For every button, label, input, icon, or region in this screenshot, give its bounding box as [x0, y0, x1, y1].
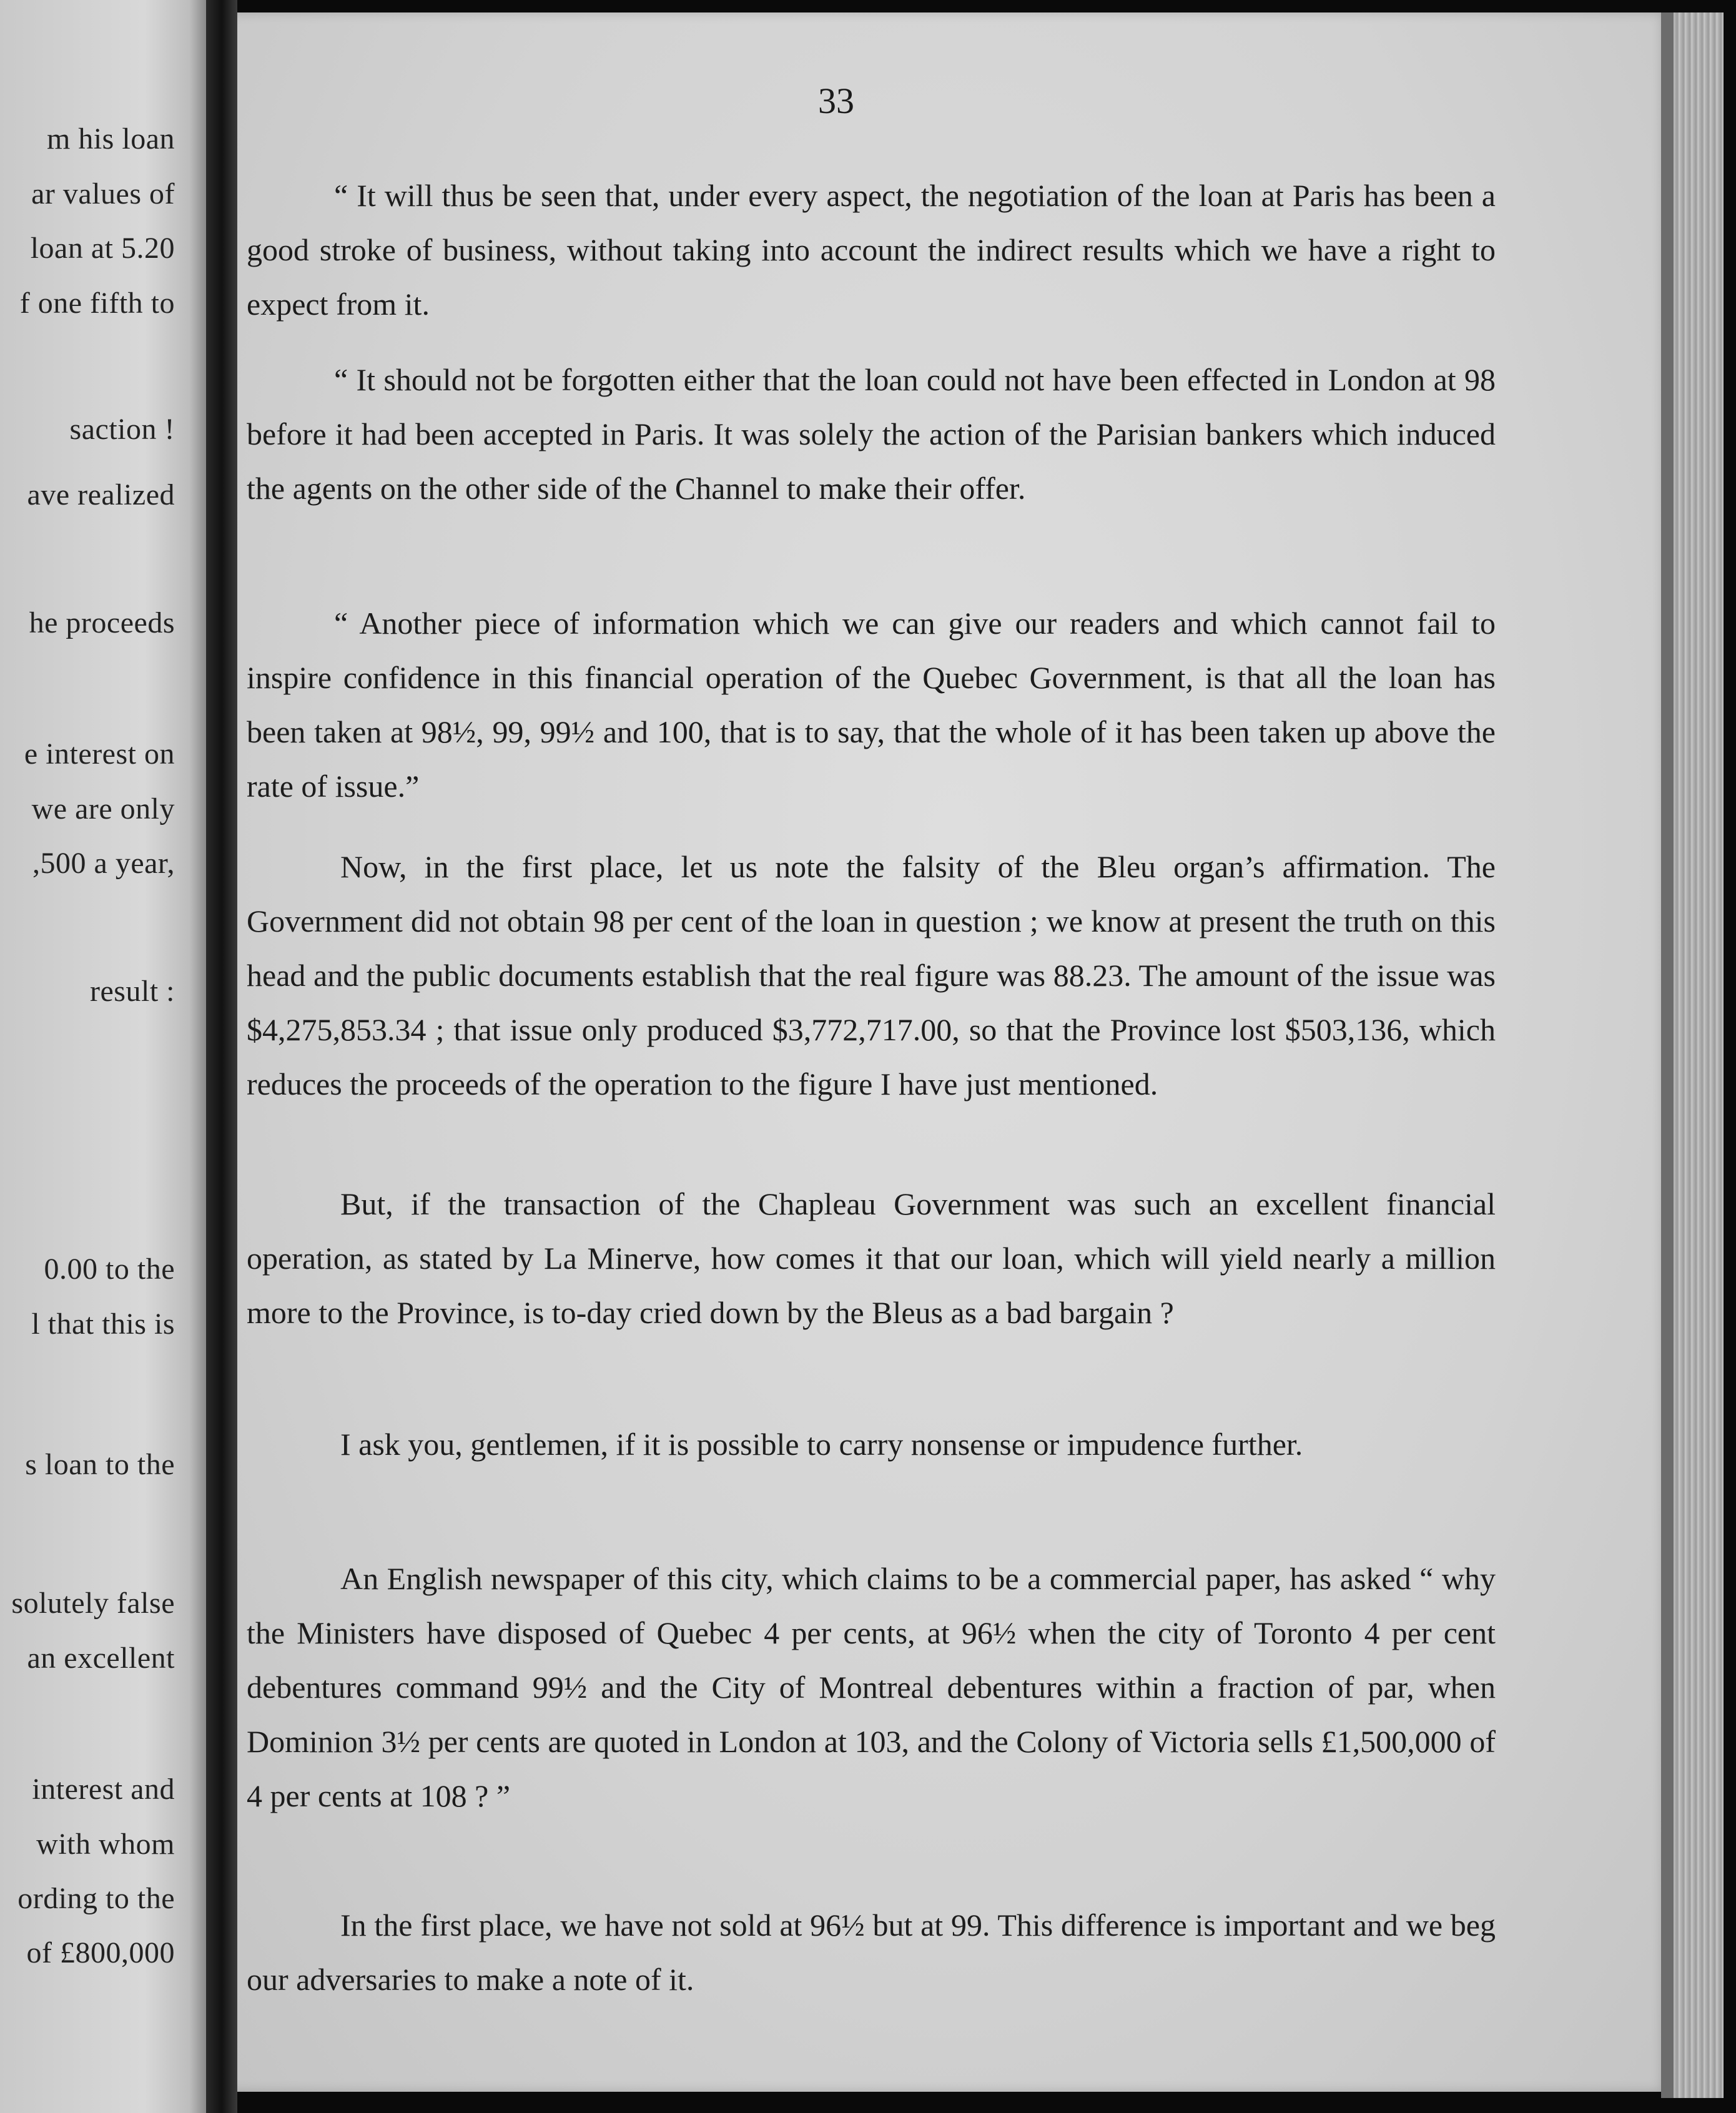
page-edge-stack — [1674, 12, 1724, 2098]
paragraph-quote-1: “ It will thus be seen that, under every aspect, the negotiation of the loan at Paris has been a good stroke of business, without taking into account the indirect results which we have a right to expect from it. — [247, 178, 1496, 322]
paragraph-first-place: In the first place, we have not sold at 96½ but at 99. This difference is important and we beg our adversaries to make a note of it. — [247, 1908, 1496, 1997]
left-page-fragment: of £800,000 — [26, 1936, 175, 1969]
left-page-fragment: loan at 5.20 — [30, 232, 175, 265]
left-page-fragment: 0.00 to the — [44, 1253, 175, 1286]
paragraph-quote-3: “ Another piece of information which we can give our readers and which cannot fail to inspire confidence in this financial operation of the Quebec Government, is that all the loan has been taken at 98½, 99, 99½ and 100, that is to say, that the whole of it has been taken up above the rate of issue.” — [247, 606, 1496, 804]
left-page-fragment: s loan to the — [25, 1448, 175, 1481]
left-page-fragment: ave realized — [27, 478, 175, 511]
left-page-fragment: l that this is — [31, 1308, 175, 1341]
left-facing-page — [0, 0, 206, 2113]
left-page-fragment: e interest on — [24, 737, 175, 771]
left-page-fragment: saction ! — [69, 413, 175, 446]
left-page-fragment: result : — [90, 975, 175, 1008]
left-page-fragment: with whom — [36, 1828, 175, 1861]
left-page-fragment: interest and — [32, 1773, 175, 1806]
page-number: 33 — [818, 81, 854, 121]
paragraph-chapleau-government: But, if the transaction of the Chapleau Government was such an excellent financial operation, as stated by La Minerve, how comes it that our loan, which will yield nearly a million more to the Province, is to-day cried down by the Bleus as a bad bargain ? — [247, 1186, 1496, 1330]
book-gutter — [206, 0, 237, 2113]
left-page-fragment: ar values of — [31, 177, 175, 210]
paragraph-quote-2: “ It should not be forgotten either that the loan could not have been effected in London at 98 before it had been accepted in Paris. It was solely the action of the Parisian bankers which induced the agents on the other side of the Channel to make their offer. — [247, 362, 1496, 506]
left-page-fragment: an excellent — [27, 1642, 175, 1675]
left-page-fragment: solutely false — [11, 1587, 175, 1620]
paragraph-bleu-falsity: Now, in the first place, let us note the falsity of the Bleu organ’s affirmation. The Government did not obtain 98 per cent of the loan in question ; we know at present the truth on this head and the public documents establish that the real figure was 88.23. The amount of the issue was $4,275,853.34 ; that issue only produced $3,772,717.00, so that the Province lost $503,136, which reduces the proceeds of the operation to the figure I have just mentioned. — [247, 849, 1496, 1101]
left-page-fragment: f one fifth to — [19, 287, 175, 320]
paragraph-english-newspaper: An English newspaper of this city, which claims to be a commercial paper, has asked “ why the Ministers have disposed of Quebec 4 per cents, at 96½ when the city of Toronto 4 per cent debentures command 99½ and the City of Montreal debentures within a fraction of par, when Dominion 3½ per cents are quoted in London at 103, and the Colony of Victoria sells £1,500,000 of 4 per cents at 108 ? ” — [247, 1561, 1496, 1813]
paragraph-nonsense: I ask you, gentlemen, if it is possible to carry nonsense or impudence further. — [340, 1427, 1303, 1462]
left-page-fragment: m his loan — [47, 122, 175, 155]
left-page-fragment: we are only — [31, 792, 175, 825]
left-page-fragment: he proceeds — [29, 606, 175, 639]
left-page-fragment: ording to the — [17, 1882, 175, 1915]
left-page-fragment: ,500 a year, — [32, 847, 175, 880]
